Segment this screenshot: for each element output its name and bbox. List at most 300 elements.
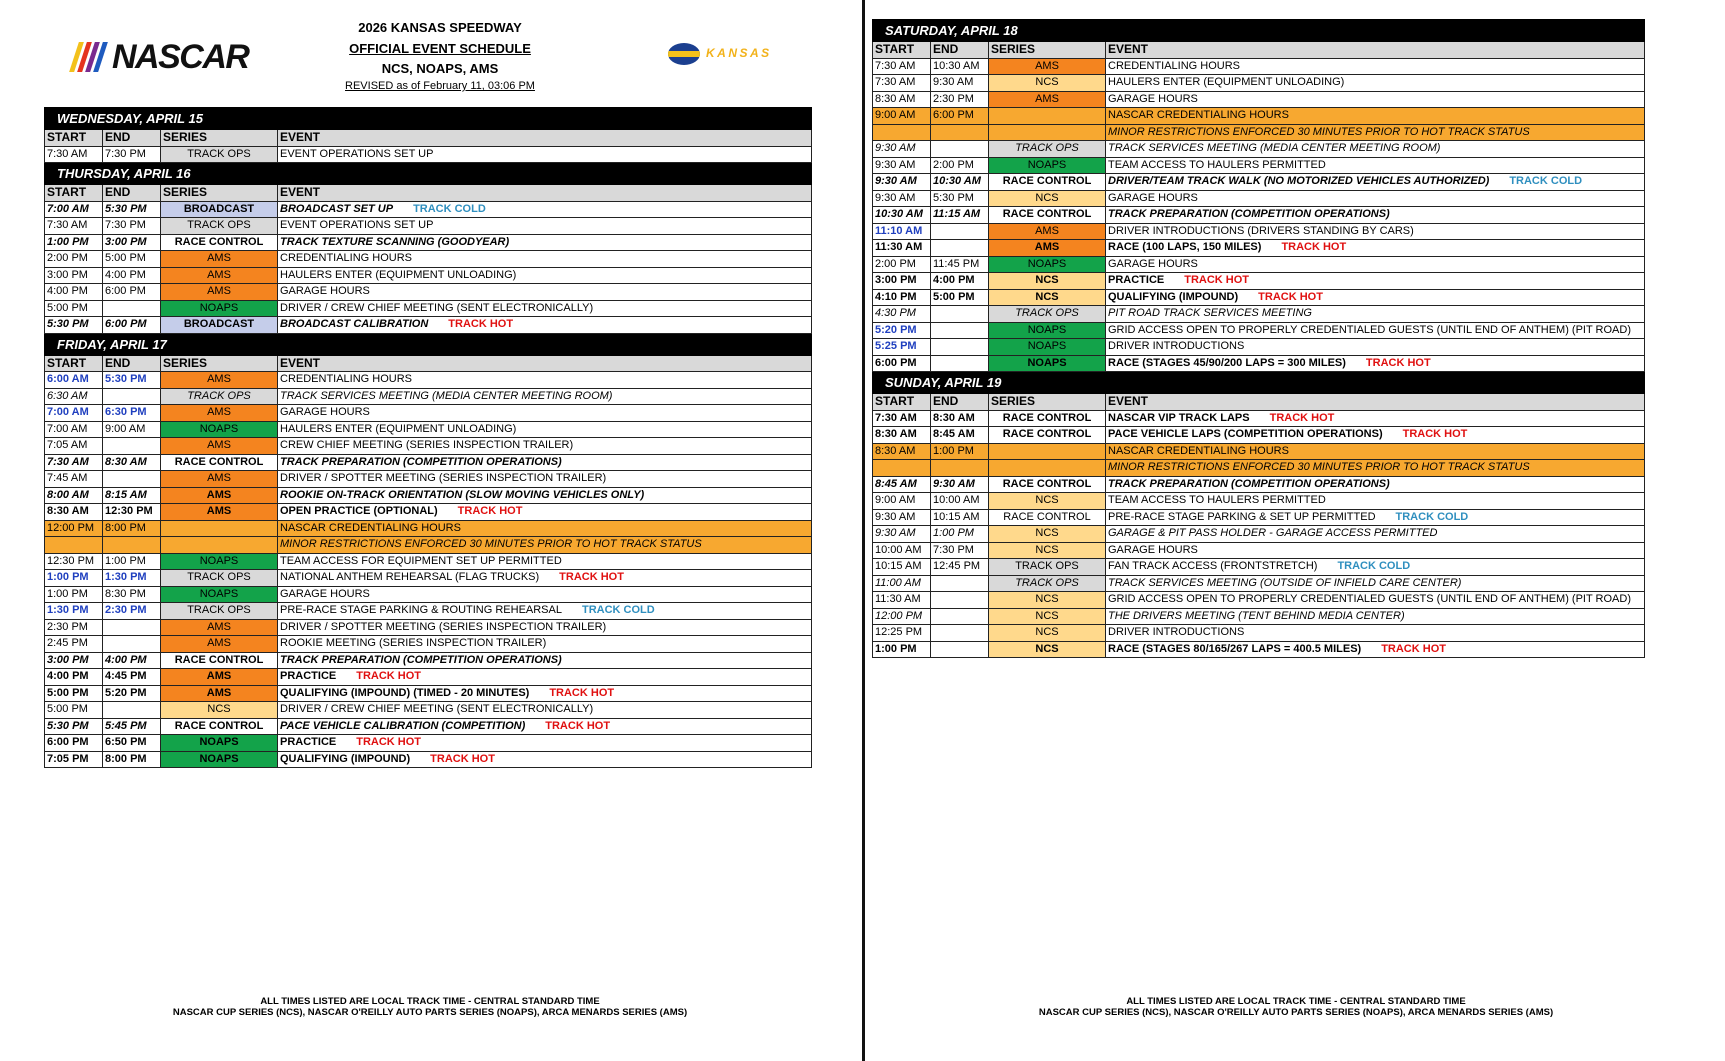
schedule-row (873, 355, 1645, 372)
series-cell: BROADCAST (161, 201, 278, 218)
event-cell (1106, 526, 1645, 543)
event-cell (1106, 108, 1645, 125)
column-header-end: END (931, 394, 989, 411)
track-hot-flag: TRACK HOT (549, 686, 615, 699)
track-hot-flag: TRACK HOT (1365, 356, 1431, 369)
series-cell: AMS (161, 487, 278, 504)
end-time: 10:30 AM (931, 58, 989, 75)
event-year-title: 2026 KANSAS SPEEDWAY (358, 20, 522, 35)
event-text: TRACK PREPARATION (COMPETITION OPERATIONS) (1108, 208, 1390, 221)
schedule-row (45, 619, 812, 636)
start-time: 5:20 PM (873, 322, 931, 339)
event-cell (278, 718, 812, 735)
series-cell: NOAPS (161, 553, 278, 570)
schedule-row (873, 322, 1645, 339)
end-time: 1:00 PM (931, 526, 989, 543)
track-hot-flag: TRACK HOT (1381, 642, 1446, 655)
series-cell: RACE CONTROL (989, 476, 1106, 493)
series-cell: RACE CONTROL (161, 454, 278, 471)
column-header-event: EVENT (278, 185, 812, 202)
end-time (931, 322, 989, 339)
schedule-row (873, 625, 1645, 642)
series-cell: AMS (161, 405, 278, 422)
schedule-row (873, 575, 1645, 592)
track-cold-flag: TRACK COLD (1509, 175, 1583, 188)
footer-note (80, 996, 780, 1018)
page-divider (862, 0, 865, 1061)
start-time: 8:30 AM (873, 443, 931, 460)
schedule-page-right (866, 0, 1725, 1061)
end-time: 9:00 AM (103, 421, 161, 438)
event-text: NASCAR CREDENTIALING HOURS (280, 521, 461, 534)
event-text: PRE-RACE STAGE PARKING & ROUTING REHEARSAL (280, 604, 562, 617)
end-time: 1:30 PM (103, 570, 161, 587)
end-time: 7:30 PM (103, 146, 161, 163)
schedule-row (873, 641, 1645, 658)
end-time (103, 438, 161, 455)
schedule-row (873, 559, 1645, 576)
event-text: BROADCAST SET UP (280, 202, 394, 215)
column-header-row (873, 394, 1645, 411)
day-title: THURSDAY, APRIL 16 (45, 163, 812, 185)
column-header-series: SERIES (989, 394, 1106, 411)
track-cold-flag: TRACK COLD (413, 202, 486, 215)
end-time (931, 592, 989, 609)
end-time (931, 141, 989, 158)
event-cell (278, 735, 812, 752)
event-cell (1106, 157, 1645, 174)
end-time: 9:30 AM (931, 75, 989, 92)
event-text: GARAGE HOURS (280, 406, 370, 419)
event-cell (1106, 223, 1645, 240)
column-header-end: END (103, 355, 161, 372)
schedule-row (873, 75, 1645, 92)
track-hot-flag: TRACK HOT (545, 719, 611, 732)
start-time: 8:30 AM (873, 91, 931, 108)
schedule-row (873, 443, 1645, 460)
column-header-end: END (103, 185, 161, 202)
event-text: PACE VEHICLE LAPS (COMPETITION OPERATIONS) (1108, 428, 1383, 441)
schedule-row (873, 509, 1645, 526)
series-cell: NOAPS (989, 339, 1106, 356)
column-header-end: END (931, 42, 989, 59)
column-header-start: START (45, 355, 103, 372)
event-text: TEAM ACCESS FOR EQUIPMENT SET UP PERMITTED (280, 554, 562, 567)
end-time: 6:00 PM (103, 284, 161, 301)
start-time: 7:45 AM (45, 471, 103, 488)
end-time: 8:00 PM (103, 520, 161, 537)
end-time (931, 641, 989, 658)
start-time: 7:30 AM (45, 454, 103, 471)
event-text: DRIVER / CREW CHIEF MEETING (SENT ELECTRONICALLY) (280, 703, 594, 716)
event-text: GARAGE HOURS (280, 587, 370, 600)
end-time: 4:00 PM (103, 267, 161, 284)
event-text: GARAGE HOURS (1108, 92, 1198, 105)
schedule-row (45, 603, 812, 620)
end-time (931, 625, 989, 642)
revision-date: REVISED as of February 11, 03:06 PM (345, 80, 535, 92)
event-cell (278, 388, 812, 405)
end-time: 8:30 AM (931, 410, 989, 427)
end-time: 8:30 AM (103, 454, 161, 471)
event-text: TEAM ACCESS TO HAULERS PERMITTED (1108, 158, 1326, 171)
start-time: 1:00 PM (873, 641, 931, 658)
start-time: 10:15 AM (873, 559, 931, 576)
footer-note (946, 996, 1646, 1018)
schedule-row (45, 669, 812, 686)
end-time: 5:30 PM (103, 201, 161, 218)
series-cell: AMS (161, 284, 278, 301)
series-cell: NOAPS (161, 751, 278, 768)
end-time: 2:00 PM (931, 157, 989, 174)
start-time: 9:30 AM (873, 157, 931, 174)
event-cell (1106, 592, 1645, 609)
event-text: EVENT OPERATIONS SET UP (280, 147, 434, 160)
event-cell (278, 702, 812, 719)
start-time: 12:25 PM (873, 625, 931, 642)
event-cell (278, 520, 812, 537)
event-text: CREDENTIALING HOURS (1108, 59, 1241, 72)
series-cell: TRACK OPS (989, 575, 1106, 592)
event-text: TEAM ACCESS TO HAULERS PERMITTED (1108, 494, 1326, 507)
schedule-row (45, 471, 812, 488)
end-time: 12:45 PM (931, 559, 989, 576)
column-header-series: SERIES (989, 42, 1106, 59)
series-cell: NOAPS (161, 421, 278, 438)
start-time: 11:30 AM (873, 592, 931, 609)
series-cell: NCS (989, 608, 1106, 625)
schedule-row (873, 273, 1645, 290)
series-cell: NCS (161, 702, 278, 719)
event-text: CREW CHIEF MEETING (SERIES INSPECTION TRAILER) (280, 439, 574, 452)
schedule-row (45, 570, 812, 587)
start-time: 7:30 AM (873, 75, 931, 92)
event-text: GARAGE HOURS (280, 285, 370, 298)
schedule-row (873, 526, 1645, 543)
series-cell: NOAPS (989, 256, 1106, 273)
series-cell: TRACK OPS (161, 570, 278, 587)
event-cell (1106, 476, 1645, 493)
series-cell: AMS (989, 91, 1106, 108)
event-cell (1106, 641, 1645, 658)
event-text: QUALIFYING (IMPOUND) (TIMED - 20 MINUTES) (280, 686, 530, 699)
event-text: GRID ACCESS OPEN TO PROPERLY CREDENTIALED GUESTS (UNTIL END OF ANTHEM) (PIT ROAD) (1108, 593, 1631, 606)
schedule-row (45, 520, 812, 537)
series-cell: TRACK OPS (989, 141, 1106, 158)
event-cell (278, 619, 812, 636)
start-time: 8:30 AM (45, 504, 103, 521)
end-time: 6:00 PM (103, 317, 161, 334)
series-cell: NOAPS (161, 586, 278, 603)
event-cell (278, 586, 812, 603)
event-cell (1106, 608, 1645, 625)
series-cell: RACE CONTROL (989, 410, 1106, 427)
schedule-row (45, 251, 812, 268)
end-time: 4:00 PM (103, 652, 161, 669)
start-time: 6:00 AM (45, 372, 103, 389)
schedule-row (45, 421, 812, 438)
start-time: 5:00 PM (45, 702, 103, 719)
schedule-row (873, 174, 1645, 191)
track-cold-flag: TRACK COLD (1395, 510, 1469, 523)
start-time: 7:30 AM (873, 58, 931, 75)
series-cell: NOAPS (161, 300, 278, 317)
schedule-row (873, 493, 1645, 510)
event-cell (278, 317, 812, 334)
schedule-row (45, 537, 812, 554)
event-cell (1106, 509, 1645, 526)
series-cell: RACE CONTROL (161, 718, 278, 735)
start-time: 10:30 AM (873, 207, 931, 224)
start-time: 6:00 PM (873, 355, 931, 372)
end-time (931, 306, 989, 323)
column-header-start: START (873, 42, 931, 59)
start-time: 12:30 PM (45, 553, 103, 570)
series-cell (989, 108, 1106, 125)
schedule-row (873, 608, 1645, 625)
event-cell (278, 438, 812, 455)
event-text: PRACTICE (280, 670, 337, 683)
schedule-row (873, 240, 1645, 257)
event-cell (278, 300, 812, 317)
event-text: TRACK PREPARATION (COMPETITION OPERATIONS) (280, 455, 562, 468)
start-time: 1:00 PM (45, 586, 103, 603)
event-text: TRACK PREPARATION (COMPETITION OPERATIONS) (1108, 477, 1390, 490)
event-cell (278, 471, 812, 488)
event-cell (278, 603, 812, 620)
series-line: NCS, NOAPS, AMS (381, 61, 499, 76)
event-text: TRACK PREPARATION (COMPETITION OPERATIONS) (280, 653, 562, 666)
track-cold-flag: TRACK COLD (581, 604, 655, 617)
schedule-row (873, 427, 1645, 444)
end-time: 8:00 PM (103, 751, 161, 768)
day-header (45, 163, 812, 185)
event-cell (278, 405, 812, 422)
series-cell: NCS (989, 75, 1106, 92)
end-time: 1:00 PM (931, 443, 989, 460)
series-cell: NCS (989, 493, 1106, 510)
event-text: MINOR RESTRICTIONS ENFORCED 30 MINUTES PRIOR TO HOT TRACK STATUS (1108, 125, 1530, 138)
event-text: PRACTICE (280, 736, 337, 749)
day-header (873, 372, 1645, 394)
event-text: BROADCAST CALIBRATION (280, 318, 429, 331)
event-text: OPEN PRACTICE (OPTIONAL) (280, 505, 438, 518)
end-time: 5:00 PM (931, 289, 989, 306)
start-time: 1:00 PM (45, 234, 103, 251)
event-text: RACE (STAGES 45/90/200 LAPS = 300 MILES) (1108, 356, 1346, 369)
start-time: 2:30 PM (45, 619, 103, 636)
start-time: 3:00 PM (45, 652, 103, 669)
schedule-row (45, 454, 812, 471)
schedule-table-right (872, 19, 1645, 658)
event-text: DRIVER / CREW CHIEF MEETING (SENT ELECTRONICALLY) (280, 301, 594, 314)
event-text: ROOKIE ON-TRACK ORIENTATION (SLOW MOVING VEHICLES ONLY) (280, 488, 645, 501)
start-time: 8:00 AM (45, 487, 103, 504)
event-text: DRIVER / SPOTTER MEETING (SERIES INSPECTION TRAILER) (280, 472, 607, 485)
event-text: GARAGE & PIT PASS HOLDER - GARAGE ACCESS PERMITTED (1108, 527, 1438, 540)
end-time: 8:45 AM (931, 427, 989, 444)
start-time: 6:00 PM (45, 735, 103, 752)
series-cell: NCS (989, 190, 1106, 207)
series-cell: NCS (989, 542, 1106, 559)
event-cell (278, 553, 812, 570)
start-time (873, 460, 931, 477)
end-time (931, 575, 989, 592)
event-cell (1106, 575, 1645, 592)
event-cell (1106, 91, 1645, 108)
event-cell (278, 636, 812, 653)
start-time: 9:30 AM (873, 190, 931, 207)
event-cell (1106, 273, 1645, 290)
column-header-event: EVENT (278, 355, 812, 372)
end-time (931, 124, 989, 141)
event-cell (278, 504, 812, 521)
schedule-row (873, 58, 1645, 75)
start-time: 9:30 AM (873, 141, 931, 158)
end-time: 6:00 PM (931, 108, 989, 125)
event-cell (1106, 207, 1645, 224)
series-cell: RACE CONTROL (989, 174, 1106, 191)
end-time: 5:00 PM (103, 251, 161, 268)
start-time: 5:00 PM (45, 300, 103, 317)
event-cell (278, 267, 812, 284)
event-text: MINOR RESTRICTIONS ENFORCED 30 MINUTES PRIOR TO HOT TRACK STATUS (280, 538, 702, 551)
start-time: 7:05 PM (45, 751, 103, 768)
end-time: 10:00 AM (931, 493, 989, 510)
schedule-row (873, 542, 1645, 559)
start-time: 7:00 AM (45, 405, 103, 422)
schedule-row (45, 201, 812, 218)
schedule-row (45, 487, 812, 504)
event-text: DRIVER/TEAM TRACK WALK (NO MOTORIZED VEHICLES AUTHORIZED) (1108, 175, 1490, 188)
series-cell: NOAPS (161, 735, 278, 752)
column-header-event: EVENT (1106, 394, 1645, 411)
event-cell (1106, 410, 1645, 427)
schedule-row (45, 702, 812, 719)
end-time (931, 223, 989, 240)
series-cell: AMS (161, 471, 278, 488)
schedule-row (45, 317, 812, 334)
track-hot-flag: TRACK HOT (1402, 428, 1468, 441)
event-text: THE DRIVERS MEETING (TENT BEHIND MEDIA CENTER) (1108, 609, 1405, 622)
start-time: 11:30 AM (873, 240, 931, 257)
event-text: MINOR RESTRICTIONS ENFORCED 30 MINUTES PRIOR TO HOT TRACK STATUS (1108, 461, 1530, 474)
start-time: 7:05 AM (45, 438, 103, 455)
track-hot-flag: TRACK HOT (1269, 411, 1335, 424)
start-time: 5:30 PM (45, 317, 103, 334)
event-text: PRE-RACE STAGE PARKING & SET UP PERMITTED (1108, 510, 1376, 523)
event-text: DRIVER INTRODUCTIONS (DRIVERS STANDING BY CARS) (1108, 224, 1414, 237)
event-text: EVENT OPERATIONS SET UP (280, 219, 434, 232)
event-cell (278, 284, 812, 301)
track-hot-flag: TRACK HOT (457, 505, 523, 518)
day-title: SUNDAY, APRIL 19 (873, 372, 1645, 394)
schedule-row (873, 91, 1645, 108)
start-time: 4:10 PM (873, 289, 931, 306)
event-cell (1106, 240, 1645, 257)
event-cell (1106, 306, 1645, 323)
start-time: 8:45 AM (873, 476, 931, 493)
end-time: 10:30 AM (931, 174, 989, 191)
start-time: 9:30 AM (873, 509, 931, 526)
series-cell: TRACK OPS (989, 306, 1106, 323)
column-header-event: EVENT (278, 130, 812, 147)
end-time (103, 471, 161, 488)
start-time: 9:30 AM (873, 526, 931, 543)
schedule-row (45, 504, 812, 521)
schedule-row (45, 284, 812, 301)
event-text: DRIVER INTRODUCTIONS (1108, 626, 1245, 639)
schedule-row (873, 410, 1645, 427)
schedule-row (873, 223, 1645, 240)
end-time (931, 608, 989, 625)
series-cell: TRACK OPS (161, 388, 278, 405)
event-text: PIT ROAD TRACK SERVICES MEETING (1108, 307, 1312, 320)
event-cell (278, 669, 812, 686)
schedule-row (45, 388, 812, 405)
series-cell: RACE CONTROL (989, 207, 1106, 224)
event-text: GARAGE HOURS (1108, 191, 1198, 204)
end-time: 8:15 AM (103, 487, 161, 504)
start-time: 12:00 PM (873, 608, 931, 625)
series-cell: AMS (161, 251, 278, 268)
track-hot-flag: TRACK HOT (1184, 274, 1250, 287)
event-text: HAULERS ENTER (EQUIPMENT UNLOADING) (280, 268, 517, 281)
schedule-row (873, 124, 1645, 141)
series-cell: NCS (989, 526, 1106, 543)
start-time: 4:30 PM (873, 306, 931, 323)
event-text: NATIONAL ANTHEM REHEARSAL (FLAG TRUCKS) (280, 571, 540, 584)
end-time: 7:30 PM (931, 542, 989, 559)
series-cell: RACE CONTROL (989, 509, 1106, 526)
event-text: TRACK SERVICES MEETING (MEDIA CENTER MEETING ROOM) (1108, 142, 1441, 155)
event-text: HAULERS ENTER (EQUIPMENT UNLOADING) (280, 422, 517, 435)
start-time: 3:00 PM (873, 273, 931, 290)
event-text: CREDENTIALING HOURS (280, 252, 413, 265)
series-cell: NCS (989, 641, 1106, 658)
event-cell (1106, 339, 1645, 356)
schedule-row (873, 460, 1645, 477)
series-cell: NCS (989, 592, 1106, 609)
series-cell: NCS (989, 289, 1106, 306)
event-cell (278, 537, 812, 554)
event-cell (1106, 289, 1645, 306)
event-cell (278, 570, 812, 587)
series-cell: TRACK OPS (161, 146, 278, 163)
start-time: 8:30 AM (873, 427, 931, 444)
schedule-row (45, 146, 812, 163)
start-time: 1:30 PM (45, 603, 103, 620)
series-cell: AMS (161, 619, 278, 636)
nascar-logo: NASCAR (72, 38, 242, 76)
series-cell: AMS (161, 685, 278, 702)
end-time: 4:00 PM (931, 273, 989, 290)
series-cell: AMS (161, 669, 278, 686)
start-time: 9:00 AM (873, 493, 931, 510)
start-time: 7:30 AM (45, 218, 103, 235)
event-text: QUALIFYING (IMPOUND) (1108, 290, 1239, 303)
schedule-row (873, 289, 1645, 306)
event-text: NASCAR CREDENTIALING HOURS (1108, 109, 1289, 122)
end-time (931, 240, 989, 257)
end-time: 11:45 PM (931, 256, 989, 273)
event-cell (278, 234, 812, 251)
column-header-end: END (103, 130, 161, 147)
series-cell (989, 443, 1106, 460)
event-text: DRIVER INTRODUCTIONS (1108, 340, 1245, 353)
day-header (873, 20, 1645, 42)
event-cell (278, 487, 812, 504)
